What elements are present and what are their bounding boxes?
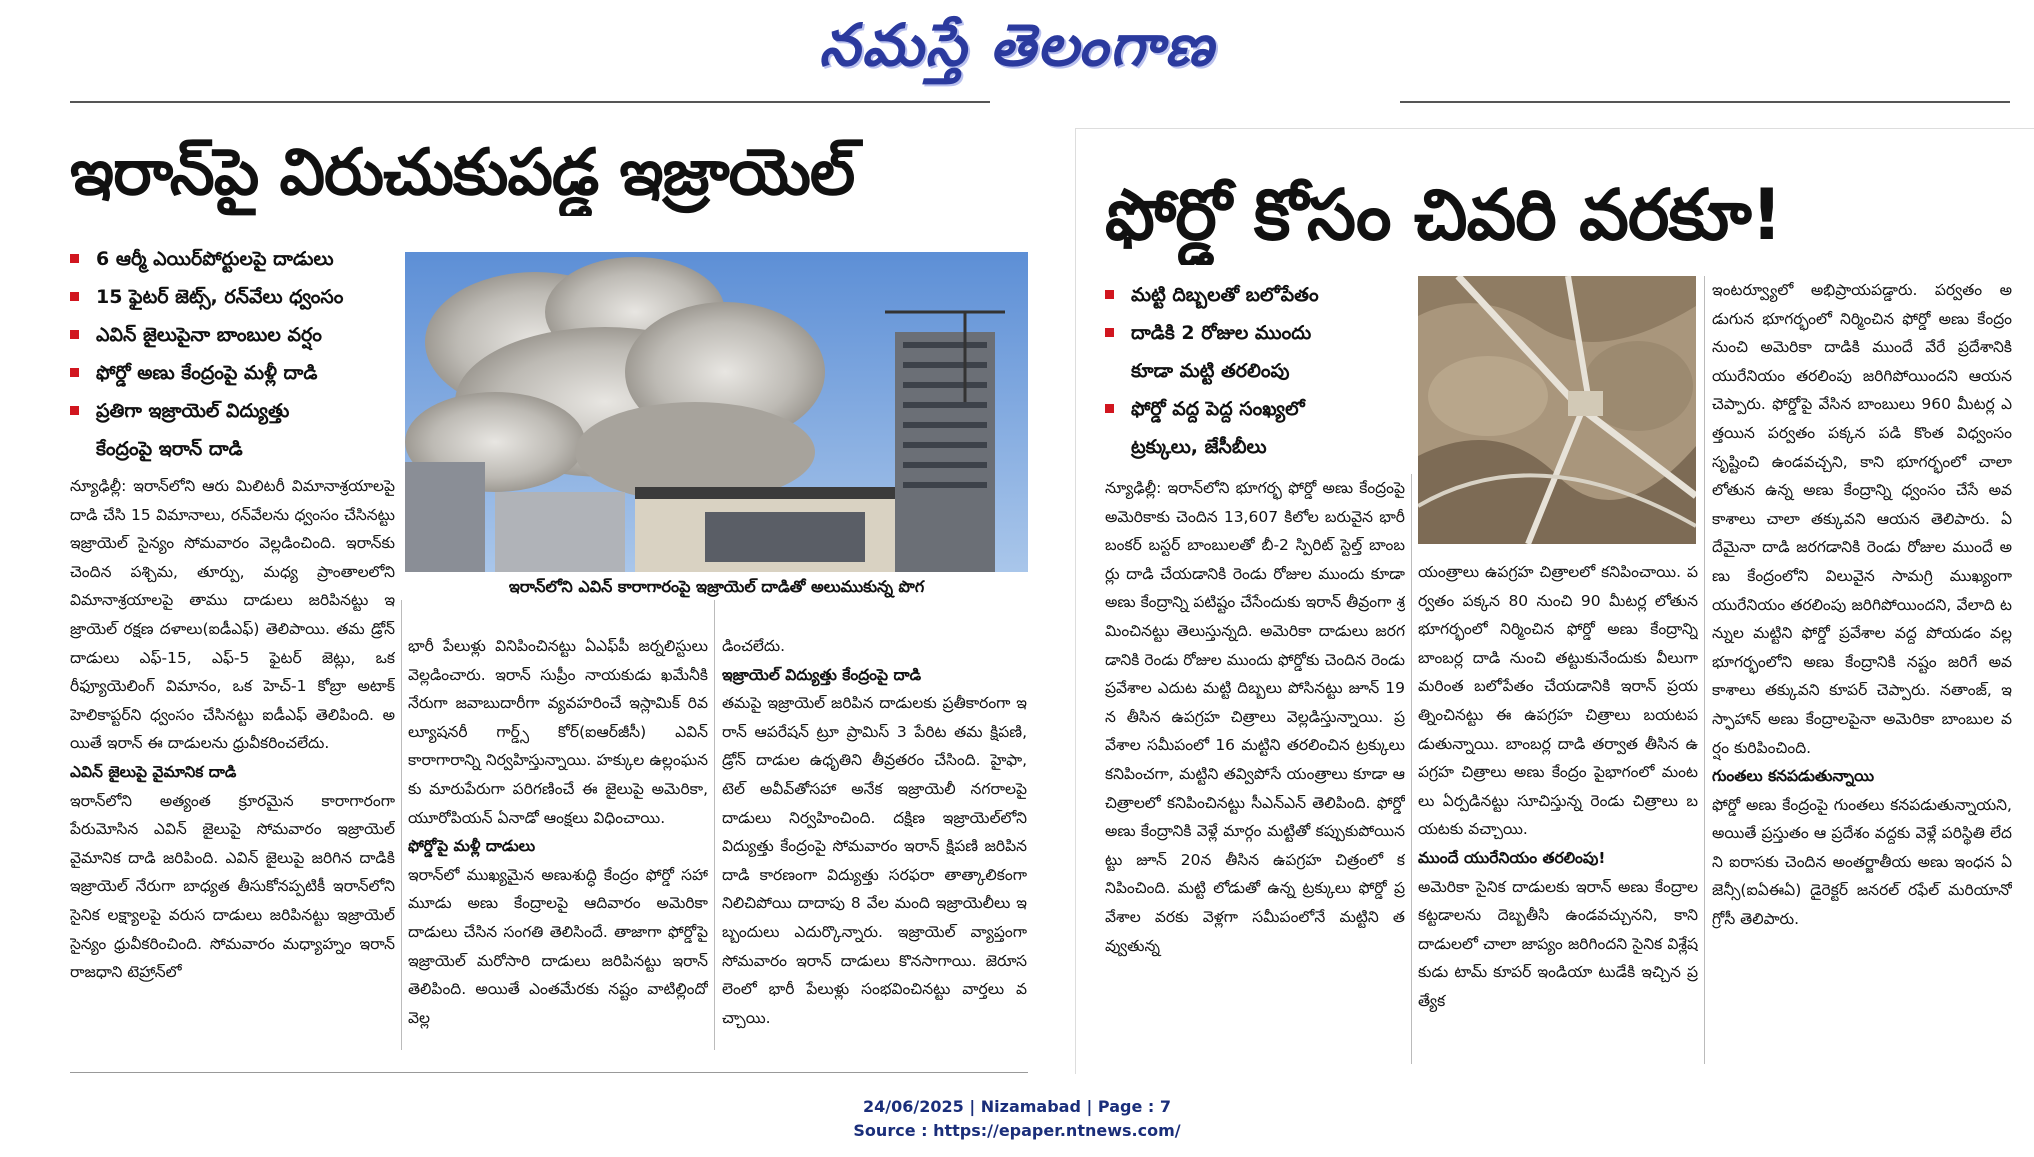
subheading: గుంతలు కనపడుతున్నాయి [1712,767,1875,786]
edition-info: 24/06/2025 | Nizamabad | Page : 7 [863,1097,1171,1116]
left-headline: ఇరాన్‌పై విరుచుకుపడ్డ ఇజ్రాయెల్ [70,136,855,210]
subheading: ఫోర్డోపై మళ్లీ దాడులు [408,837,536,856]
bullet-square-icon [70,368,79,377]
column-divider [1411,474,1412,1064]
right-bullet: ఫోర్డో వద్ద పెద్ద సంఖ్యలో [1105,390,1405,428]
left-bullet: 6 ఆర్మీ ఎయిర్‌పోర్టులపై దాడులు [70,240,390,278]
right-bullet: మట్టి దిబ్బలతో బలోపేతం [1105,276,1405,314]
left-bullet: ఎవిన్ జైలుపైనా బాంబుల వర్షం [70,316,390,354]
masthead [0,0,2034,100]
top-rule-left [70,101,990,103]
bullet-square-icon [70,330,79,339]
source-link[interactable]: Source : https://epaper.ntnews.com/ [853,1121,1181,1140]
right-column-1 [1105,474,1405,1064]
subheading: ఎవిన్ జైలుపై వైమానిక దాడి [70,762,237,781]
paragraph: ఇంటర్వ్యూలో అభిప్రాయపడ్డారు. పర్వతం అడుగున భూగర్భంలో నిర్మించిన ఫోర్డో అణు కేంద్రం నుంచి అమెరికా దాడికి ముందే వేరే ప్రదేశానికి యురేనియం తరలింపు జరిగిపోయిందని ఆయన చెప్పారు. ఫోర్డోపై వేసిన బాంబులు 960 మీటర్ల ఎత్తయిన పర్వతం పక్కన పడి కొంత విధ్వంసం సృష్టించి ఉండవచ్చని, కాని భూగర్భంలో చాలా లోతున ఉన్న అణు కేంద్రాన్ని ధ్వంసం చేసే అవకాశాలు చాలా తక్కువని ఆయన తెలిపారు. ఏదేమైనా దాడి జరగడానికి రెండు రోజుల ముందే అణు కేంద్రంలోని విలువైన సామగ్రి ముఖ్యంగా యురేనియం తరలింపు జరిగిపోయిందని, వేలాది టన్నుల మట్టిని ఫోర్డో ప్రవేశాల వద్ద పోయడం వల్ల భూగర్భంలోని అణు కేంద్రానికి నష్టం జరిగే అవకాశాలు తక్కువని కూపర్ చెప్పారు. నతాంజ్, ఇస్ఫాహాన్ అణు కేంద్రాలపైనా అమెరికా బాంబుల వర్షం కురిపించింది. [1712,281,2012,757]
column-divider [1704,276,1705,1064]
paragraph: ఇరాన్‌లోని అత్యంత క్రూరమైన కారాగారంగా పేరుమోసిన ఎవిన్ జైలుపై సోమవారం ఇజ్రాయెల్ వైమానిక దాడి జరిపింది. ఎవిన్ జైలుపై జరిగిన దాడికి ఇజ్రాయెల్ నేరుగా బాధ్యత తీసుకోనప్పటికీ ఇరాన్‌లోని సైనిక లక్ష్యాలపై వరుస దాడులు జరిపినట్టు ఇజ్రాయెల్ సైన్యం ధ్రువీకరించింది. సోమవారం మధ్యాహ్నం ఇరాన్ రాజధాని టెహ్రాన్‌లో [70,791,395,982]
right-bullet-list [1105,276,1405,466]
paragraph: భారీ పేలుళ్లు వినిపించినట్టు ఏఎఫ్‌పీ జర్నలిస్టులు వెల్లడించారు. ఇరాన్ సుప్రీం నాయకుడు ఖమేనీకి నేరుగా జవాబుదారీగా వ్యవహరించే ఇస్లామిక్ రివల్యూషనరీ గార్డ్స్ కోర్(ఐఆర్‌జీసీ) ఎవిన్ కారాగారాన్ని నిర్వహిస్తున్నాయి. హక్కుల ఉల్లంఘనకు మారుపేరుగా పరిగణించే ఈ జైలుపై అమెరికా, యూరోపియన్ ఏనాడో ఆంక్షలు విధించాయి. [408,637,708,827]
paragraph: ఫోర్డో అణు కేంద్రంపై గుంతలు కనపడుతున్నాయని, అయితే ప్రస్తుతం ఆ ప్రదేశం వద్దకు వెళ్లే పరిస్థితి లేదని ఐరాసకు చెందిన అంతర్జాతీయ అణు ఇంధన ఏజెన్సీ(ఐఏఈఏ) డైరెక్టర్ జనరల్ రఫేల్ మరియానో గ్రోసీ తెలిపారు. [1712,795,2012,929]
bullet-square-icon [1105,290,1114,299]
bullet-square-icon [70,406,79,415]
left-column-3 [722,632,1027,1052]
column-divider [714,600,715,1050]
photo-caption: ఇరాన్‌లోని ఎవిన్ కారాగారంపై ఇజ్రాయెల్ దాడితో అలుముకున్న పొగ [508,577,925,596]
paragraph: న్యూఢిల్లీ: ఇరాన్‌లోని భూగర్భ ఫోర్డో అణు కేంద్రంపై అమెరికాకు చెందిన 13,607 కిలోల బరువైన భారీ బంకర్ బస్టర్ బాంబులతో బీ-2 స్పిరిట్ స్టెల్త్ బాంబర్లు దాడి చేయడానికి రెండు రోజుల ముందు కూడా అణు కేంద్రాన్ని పటిష్టం చేసేందుకు ఇరాన్ తీవ్రంగా శ్రమించినట్టు తెలుస్తున్నది. అమెరికా దాడులు జరగడానికి రెండు రోజుల ముందు ఫోర్డోకు చెందిన రెండు ప్రవేశాల ఎదుట మట్టి దిబ్బలు పోసినట్టు జూన్ 19న తీసిన ఉపగ్రహ చిత్రాలు వెల్లడిస్తున్నాయి. ప్రవేశాల సమీపంలో 16 మట్టిని తరలించిన ట్రక్కులు కనిపించగా, మట్టిని తవ్విపోసే యంత్రాలు కూడా ఆ చిత్రాలలో కనిపించినట్టు సీఎన్ఎన్ తెలిపింది. ఫోర్డో అణు కేంద్రానికి వెళ్లే మార్గం మట్టితో కప్పుకుపోయినట్టు జూన్ 20న తీసిన ఉపగ్రహ చిత్రంలో కనిపించింది. మట్టి లోడుతో ఉన్న ట్రక్కులు ఫోర్డో ప్రవేశాల వరకు వెళ్లగా సమీపంలోనే మట్టిని తవ్వుతున్న [1105,479,1405,955]
masthead-title: నమస్తే తెలంగాణ [819,11,1215,79]
left-bullet: 15 ఫైటర్ జెట్స్, రన్‌వేలు ధ్వంసం [70,278,390,316]
right-bullet-continuation: కూడా మట్టి తరలింపు [1131,360,1290,382]
paragraph: అమెరికా సైనిక దాడులకు ఇరాన్ అణు కేంద్రాల కట్టడాలను దెబ్బతీసి ఉండవచ్చునని, కాని దాడులలో చాలా జాప్యం జరిగిందని సైనిక విశ్లేషకుడు టామ్ కూపర్ ఇండియా టుడేకి ఇచ్చిన ప్రత్యేక [1418,877,1698,1010]
right-column-2 [1418,558,1698,1064]
left-column-2 [408,632,708,1052]
bullet-square-icon [1105,404,1114,413]
paragraph: డించలేదు. [722,637,786,655]
bullet-square-icon [70,254,79,263]
paragraph: తమపై ఇజ్రాయెల్ జరిపిన దాడులకు ప్రతీకారంగా ఇరాన్ ఆపరేషన్ ట్రూ ప్రామిస్ 3 పేరిట తమ క్షిపణి, డ్రోన్ దాడుల ఉధృతిని తీవ్రతరం చేసింది. హైఫా, టెల్ అవీవ్‌తోసహా అనేక ఇజ్రాయెలీ నగరాలపై దాడులు నిర్వహించింది. దక్షిణ ఇజ్రాయెల్‌లోని విద్యుత్తు కేంద్రంపై సోమవారం ఇరాన్ క్షిపణి జరిపిన దాడి కారణంగా విద్యుత్తు సరఫరా తాత్కాలికంగా నిలిచిపోయి దాదాపు 8 వేల మంది ఇజ్రాయెలీలు ఇబ్బందులు ఎదుర్కొన్నారు. ఇజ్రాయెల్ వ్యాప్తంగా సోమవారం ఇరాన్ దాడులు కొనసాగాయి. జెరూసలెంలో భారీ పేలుళ్లు సంభవించినట్టు వార్తలు వచ్చాయి. [722,694,1027,1027]
right-bullet: దాడికి 2 రోజుల ముందు [1105,314,1405,352]
page-footer [0,1095,2034,1143]
right-column-3 [1712,276,2012,1064]
subheading: ముందే యురేనియం తరలింపు! [1418,848,1606,867]
left-bullet: ఫోర్డో అణు కేంద్రంపై మళ్లీ దాడి [70,354,390,392]
left-bullet-list [70,240,390,468]
top-rule-right [1400,101,2010,103]
paragraph: యంత్రాలు ఉపగ్రహ చిత్రాలలో కనిపించాయి. పర్వతం పక్కన 80 నుంచి 90 మీటర్ల లోతున భూగర్భంలో నిర్మించిన ఫోర్డో అణు కేంద్రాన్ని బాంబర్ల దాడి నుంచి తట్టుకునేందుకు వీలుగా మరింత బలోపేతం చేయడానికి ఇరాన్ ప్రయత్నించినట్టు ఈ ఉపగ్రహ చిత్రాలు బయటపడుతున్నాయి. బాంబర్ల దాడి తర్వాత తీసిన ఉపగ్రహ చిత్రాలు అణు కేంద్రం పైభాగంలో మంటలు ఏర్పడినట్టు సూచిస్తున్న రెండు చిత్రాలు బయటకు వచ్చాయి. [1418,563,1698,839]
satellite-photo [1418,276,1696,544]
column-divider [401,600,402,1050]
right-bullet-continuation: ట్రక్కులు, జేసీబీలు [1131,436,1267,458]
bottom-rule-left [70,1072,1028,1073]
bullet-square-icon [1105,328,1114,337]
bullet-square-icon [70,292,79,301]
paragraph: న్యూఢిల్లీ: ఇరాన్‌లోని ఆరు మిలిటరీ విమానాశ్రయాలపై దాడి చేసి 15 విమానాలు, రన్‌వేలను ధ్వంసం చేసినట్టు ఇజ్రాయెల్ సైన్యం సోమవారం వెల్లడించింది. ఇరాన్‌కు చెందిన పశ్చిమ, తూర్పు, మధ్య ప్రాంతాలలోని విమానాశ్రయాలపై తాము దాడులు జరిపినట్టు ఇజ్రాయెల్ రక్షణ దళాలు(ఐడీఎఫ్) తెలిపాయి. తమ డ్రోన్ దాడులు ఎఫ్-15, ఎఫ్-5 ఫైటర్ జెట్లు, ఒక రీఫ్యూయెలింగ్ విమానం, ఒక హెచ్-1 కోబ్రా అటాక్ హెలికాప్టర్‌ని ధ్వంసం చేసినట్టు ఐడీఎఫ్ తెలిపింది. అయితే ఇరాన్ ఈ దాడులను ధ్రువీకరించలేదు. [70,477,395,753]
subheading: ఇజ్రాయెల్ విద్యుత్తు కేంద్రంపై దాడి [722,665,922,684]
right-headline: ఫోర్డో కోసం చివరి వరకూ! [1105,174,1782,256]
smoke-photo [405,252,1028,572]
left-bullet-continuation: కేంద్రంపై ఇరాన్ దాడి [96,438,243,460]
left-bullet: ప్రతిగా ఇజ్రాయెల్ విద్యుత్తు [70,392,390,430]
paragraph: ఇరాన్‌లో ముఖ్యమైన అణుశుద్ధి కేంద్రం ఫోర్డో సహా మూడు అణు కేంద్రాలపై ఆదివారం అమెరికా దాడులు చేసిన సంగతి తెలిసిందే. తాజాగా ఫోర్డోపై ఇజ్రాయెల్ మరోసారి దాడులు జరిపినట్టు ఇరాన్ తెలిపింది. అయితే ఎంతమేరకు నష్టం వాటిల్లిందో వెల్ల [408,865,708,1027]
left-column-1 [70,472,395,1052]
